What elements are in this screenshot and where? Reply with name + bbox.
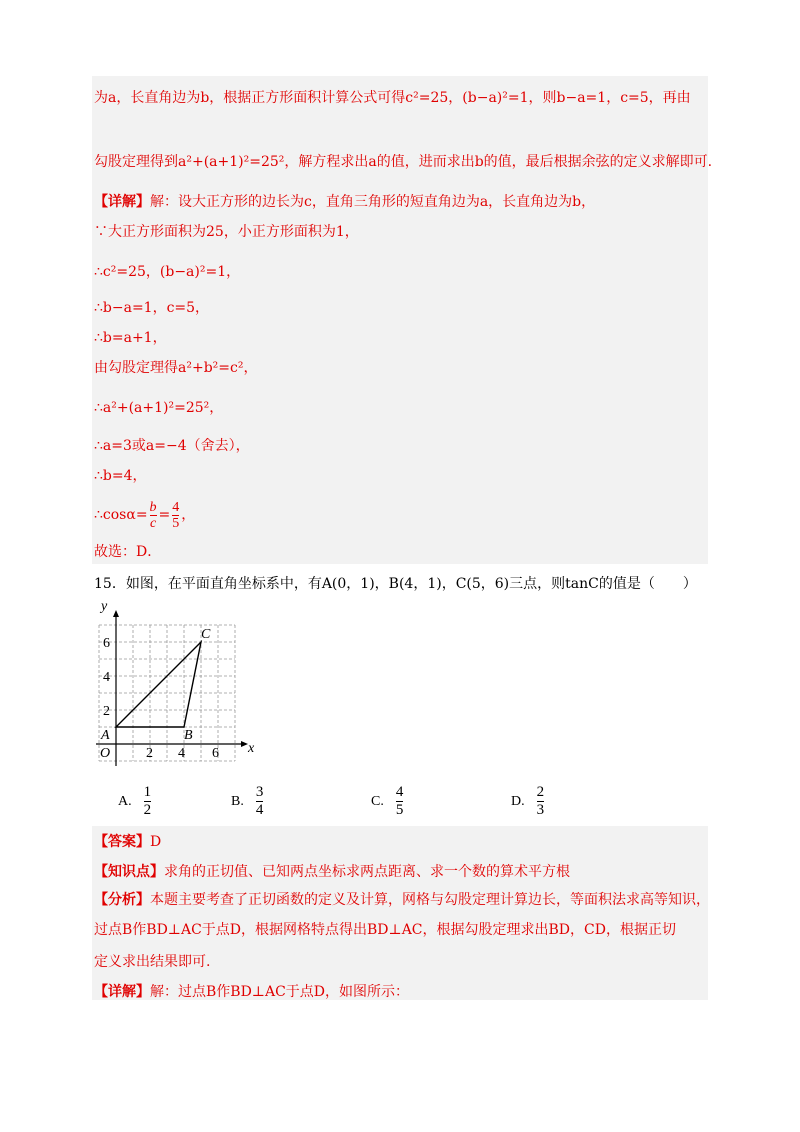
step-7-math: ∴a=3或a=−4 [94,438,187,454]
prev-step-3: ∴b−a=1，c=5， [94,300,210,316]
y-tick-label: 4 [103,670,110,685]
cos-prefix: ∴cosα= [94,507,148,523]
knowledge-text: 求角的正切值、已知两点坐标求两点距离、求一个数的算术平方根 [164,864,570,880]
y-tick-label: 2 [103,704,110,719]
knowledge-tag: 【知识点】 [94,864,164,880]
option-letter: C. [371,793,384,809]
option-letter: D. [511,793,525,809]
option-b[interactable] [231,784,265,819]
step-7-note: （舍去）， [186,438,250,454]
frac-num: 2 [536,784,545,800]
equals-sign: = [158,507,171,523]
frac-num: b [149,499,157,515]
detail-tag: 【详解】 [94,984,150,1000]
option-letter: B. [231,793,244,809]
prev-step-6: ∴a²+(a+1)²=25²， [94,400,224,416]
coordinate-figure [86,594,266,774]
prev-step-9 [94,498,195,532]
origin-label: O [100,746,111,761]
option-a[interactable] [118,784,153,819]
x-tick-label: 2 [146,746,153,761]
prev-step-4: ∴b=a+1， [94,330,167,346]
q15-knowledge-line [94,862,570,882]
option-letter: A. [118,793,132,809]
y-tick-label: 6 [103,636,110,651]
point-label-b: B [184,728,193,743]
prev-step-5: 由勾股定理得a²+b²=c²， [94,360,258,376]
q15-stem: 15．如图，在平面直角坐标系中，有A(0，1)，B(4，1)，C(5，6)三点，则tanC的值是（ ） [94,576,697,592]
triangle-abc [116,642,201,727]
q15-detail-line [94,982,409,1002]
q15-analysis-line-3: 定义求出结果即可. [94,954,211,970]
option-fraction [256,784,264,819]
option-fraction [537,784,545,819]
x-tick-label: 4 [178,746,185,761]
prev-detail-line [94,192,595,212]
point-label-c: C [201,627,211,642]
frac-num: 3 [255,784,264,800]
x-axis-arrow [241,741,248,747]
prev-step-8: ∴b=4， [94,468,147,484]
point-label-a: A [101,728,110,743]
frac-den: 4 [255,802,264,818]
prev-step-1: ∵大正方形面积为25，小正方形面积为1， [94,224,359,240]
prev-step-7 [94,436,250,456]
solution-box-prev [92,76,708,564]
frac-den: 5 [395,802,404,818]
answer-value: D [150,834,162,850]
frac-den: 3 [536,802,545,818]
prev-analysis-line-1: 为a，长直角边为b，根据正方形面积计算公式可得c²=25，(b−a)²=1，则b−a=1，c=5，再由 [94,90,691,106]
q15-answer-line [94,832,161,852]
frac-den: 2 [143,802,152,818]
x-axis-label: x [248,741,255,756]
q15-analysis-line-2: 过点B作BD⊥AC于点D，根据网格特点得出BD⊥AC，根据勾股定理求出BD，CD，根据正切 [94,922,676,938]
detail-tag: 【详解】 [94,194,150,210]
fraction-4-over-5 [172,500,179,531]
y-axis-arrow [113,610,119,617]
option-fraction [144,784,152,819]
analysis-tag: 【分析】 [94,892,150,908]
option-d[interactable] [511,784,546,819]
x-tick-label: 6 [212,746,219,761]
frac-den: c [149,515,157,531]
solution-box-q15 [92,826,708,1000]
option-fraction [396,784,404,819]
grid [99,625,235,761]
frac-num: 4 [172,499,180,515]
prev-answer-line: 故选：D． [94,544,162,560]
fraction-b-over-c [150,500,157,531]
detail-text: 解：过点B作BD⊥AC于点D，如图所示： [150,984,410,1000]
frac-num: 4 [395,784,404,800]
frac-den: 5 [172,515,180,531]
analysis-text: 本题主要考查了正切函数的定义及计算，网格与勾股定理计算边长，等面积法求高等知识， [150,892,710,908]
step-9-end: ， [181,507,196,523]
y-axis-label: y [101,599,108,614]
prev-step-2: ∴c²=25，(b−a)²=1， [94,264,241,280]
frac-num: 1 [143,784,152,800]
detail-text: 解：设大正方形的边长为c，直角三角形的短直角边为a，长直角边为b， [150,194,596,210]
prev-analysis-line-2: 勾股定理得到a²+(a+1)²=25²，解方程求出a的值，进而求出b的值，最后根据余弦的定义求解即可. [94,154,713,170]
option-c[interactable] [371,784,405,819]
q15-analysis-line-1 [94,890,710,910]
answer-tag: 【答案】 [94,834,150,850]
